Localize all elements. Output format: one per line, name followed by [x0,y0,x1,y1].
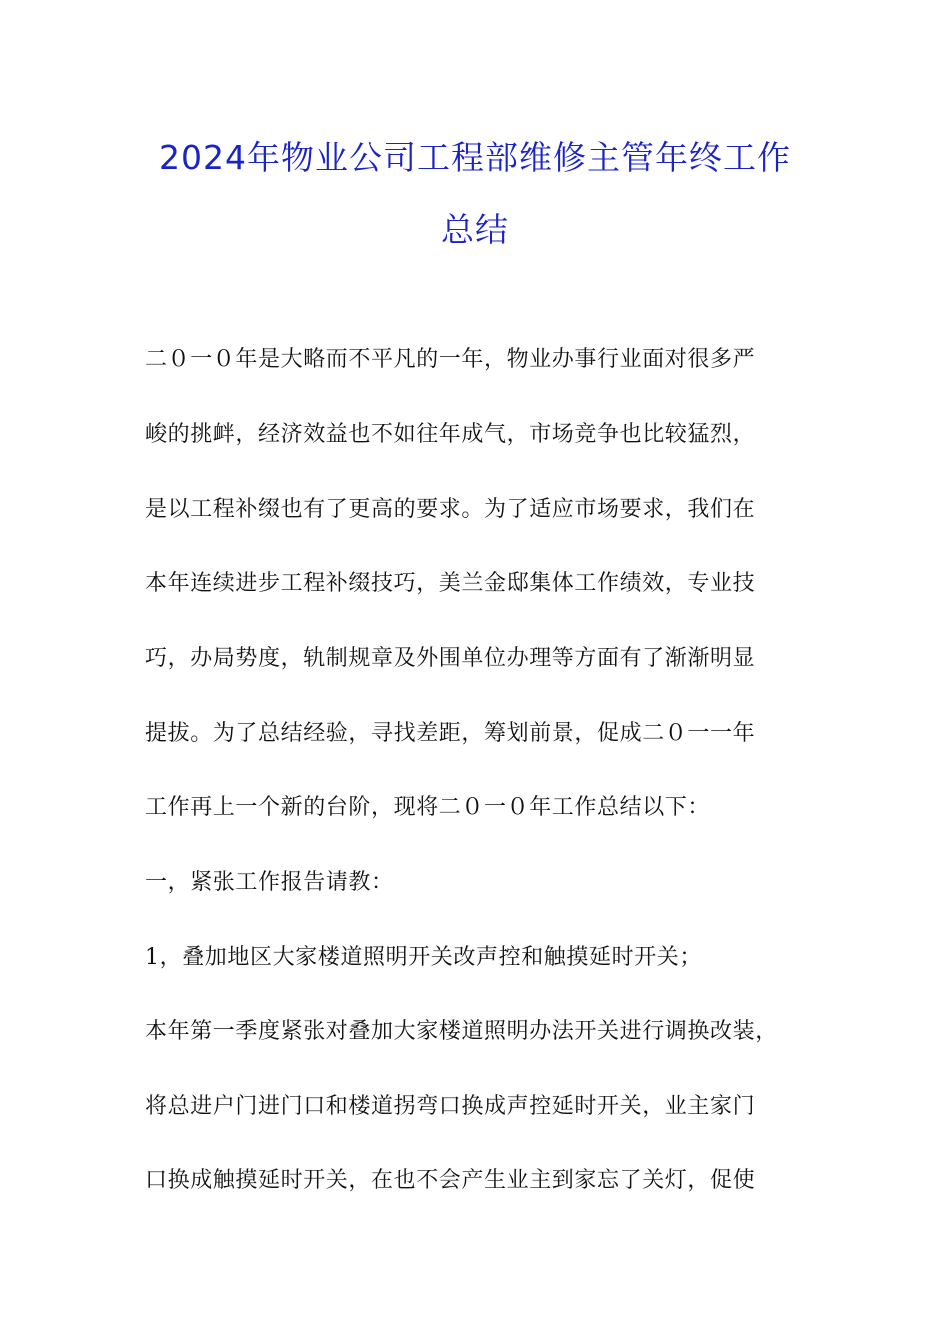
subsection-heading: 1，叠加地区大家楼道照明开关改声控和触摸延时开关； [145,945,702,970]
document-title-line-2: 总结 [441,210,509,249]
body-text-line: 口换成触摸延时开关，在也不会产生业主到家忘了关灯，促使 [145,1168,756,1193]
body-text-line: 本年第一季度紧张对叠加大家楼道照明办法开关进行调换改装， [145,1019,778,1044]
body-text-line: 提拔。为了总结经验，寻找差距，筹划前景，促成二０一一年 [145,721,756,746]
body-text-line: 二０一０年是大略而不平凡的一年，物业办事行业面对很多严 [145,347,756,372]
section-heading: 一，紧张工作报告请教： [145,870,394,895]
body-text-line: 巧，办局势度，轨制规章及外围单位办理等方面有了渐渐明显 [145,646,756,671]
document-title-line-1: 2024年物业公司工程部维修主管年终工作 [159,138,791,177]
body-text-line: 峻的挑衅，经济效益也不如往年成气，市场竞争也比较猛烈， [145,422,756,447]
body-text-line: 本年连续进步工程补缀技巧，美兰金邸集体工作绩效，专业技 [145,571,756,596]
body-text-line: 是以工程补缀也有了更高的要求。为了适应市场要求，我们在 [145,497,756,522]
body-text-line: 工作再上一个新的台阶，现将二０一０年工作总结以下： [145,795,711,820]
body-text-line: 将总进户门进门口和楼道拐弯口换成声控延时开关，业主家门 [145,1094,756,1119]
